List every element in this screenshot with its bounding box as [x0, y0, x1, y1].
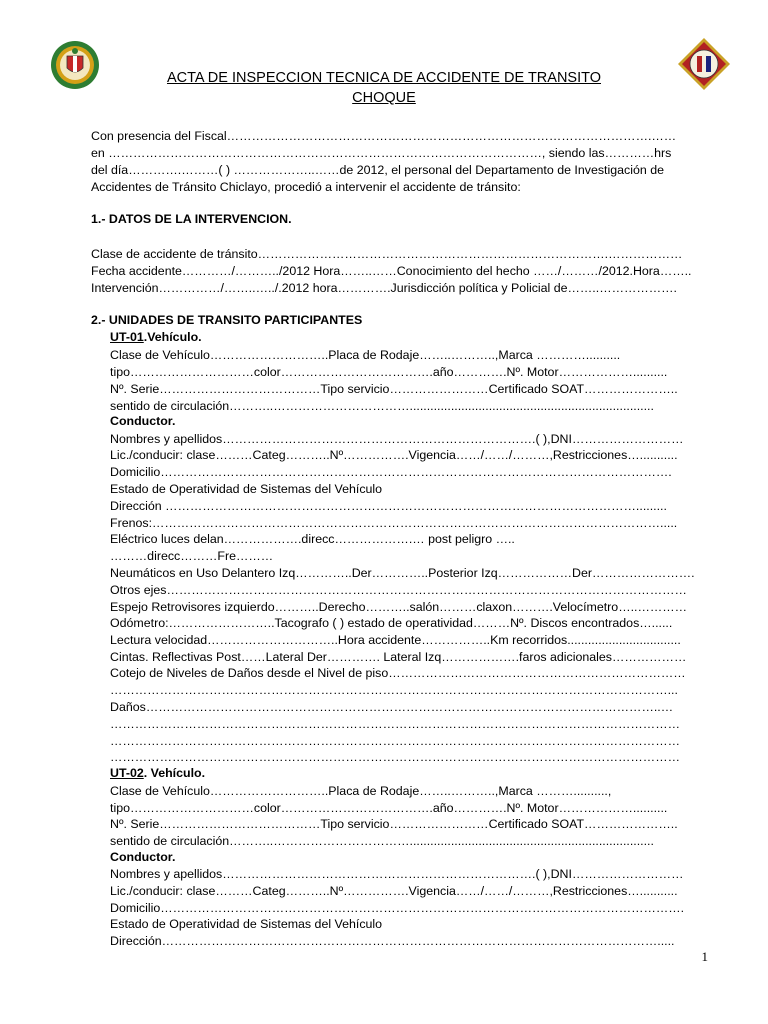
- ut-01-conductor-line: …………………………………………………………………………………………………………………………: [110, 734, 680, 748]
- section-1-heading: 1.- DATOS DE LA INTERVENCION.: [91, 212, 292, 226]
- ut-01-label: .Vehículo.: [143, 330, 202, 344]
- page-number: 1: [701, 949, 708, 964]
- section-2-heading: 2.- UNIDADES DE TRANSITO PARTICIPANTES: [91, 313, 363, 327]
- ut-02-vehicle-line: Clase de Vehículo………………………..Placa de Rodaje……..………..,Marca ………..........,: [110, 784, 612, 798]
- intro-line: Accidentes de Tránsito Chiclayo, procedió a intervenir el accidente de tránsito:: [91, 180, 521, 194]
- ut-02-vehicle-line: Nº. Serie…………………………………Tipo servicio……………………Certificado SOAT…………………..: [110, 817, 678, 831]
- document-subtitle: CHOQUE: [352, 90, 416, 106]
- ut-02-label: . Vehículo.: [143, 766, 206, 780]
- ut-01-conductor-heading: Conductor.: [110, 414, 176, 428]
- ut-01-vehicle-line: tipo…………………………color……………………………….año………….Nº. Motor………………..........: [110, 365, 668, 379]
- ut-01-conductor-line: ………direcc………Fre………: [110, 549, 274, 563]
- ut-02-heading: [110, 766, 205, 780]
- ut-01-conductor-line: Espejo Retrovisores izquierdo………..Derecho………..salón………claxon……….Velocímetro…..…………: [110, 600, 688, 614]
- ut-02-conductor-line: Nombres y apellidos………………………………………………………………….( ),DNI………………………: [110, 867, 684, 881]
- ut-01-conductor-line: …………………………………………………………………………………………………………………………: [110, 717, 680, 731]
- ut-01-conductor-line: Eléctrico luces delan……………….direcc……………….… post peligro …..: [110, 532, 515, 546]
- section-1-line: Clase de accidente de tránsito………………………………………………………………………….………………: [91, 247, 683, 261]
- ut-01-conductor-line: Cintas. Reflectivas Post……Lateral Der…………. Lateral Izq……………….faros adicionales………………: [110, 650, 687, 664]
- ut-01-conductor-line: Odómetro:……………………..Tacografo ( ) estado de operatividad………Nº. Discos encontrados…......: [110, 616, 673, 630]
- ut-02-conductor-line: Estado de Operatividad de Sistemas del Vehículo: [110, 917, 383, 931]
- ut-01-vehicle-line: sentido de circulación………..…………………………….......................................................................: [110, 399, 654, 413]
- ut-01-conductor-line: Nombres y apellidos………………………………………………………………….( ),DNI………………………: [110, 432, 684, 446]
- ut-02-conductor-line: Dirección………………………………………………………………………………………………………….....: [110, 934, 675, 948]
- intro-line: en ……………………………………………………………………………………………, siendo las…………hrs: [91, 146, 672, 160]
- ut-01-conductor-line: Otros ejes………………………………………………………………………………………………………………: [110, 583, 687, 597]
- ut-01-vehicle-line: Clase de Vehículo………………………..Placa de Rodaje……..………..,Marca …………..........: [110, 348, 621, 362]
- ut-02-vehicle-line: sentido de circulación………..…………………………….......................................................................: [110, 834, 654, 848]
- ut-01-conductor-line: Daños……………………………………………………………………………………………………………..…: [110, 700, 674, 714]
- ut-01-conductor-line: Frenos:…………………………………………………………………………………………………………….....: [110, 516, 678, 530]
- ut-02-conductor-line: Lic./conducir: clase………Categ………..Nº…………….Vigencia……/……/………,Restricciones…...........: [110, 884, 678, 898]
- ut-01-vehicle-line: Nº. Serie…………………………………Tipo servicio……………………Certificado SOAT…………………..: [110, 382, 678, 396]
- ut-01-conductor-line: Estado de Operatividad de Sistemas del Vehículo: [110, 482, 383, 496]
- ut-01-code: UT-01: [110, 330, 144, 344]
- ut-02-conductor-line: Domicilio……………………………………………………………………………………………………………….: [110, 901, 685, 915]
- ut-01-conductor-line: Neumáticos en Uso Delantero Izq…………..Der…………..Posterior Izq………………Der…………………….: [110, 566, 695, 580]
- ut-02-conductor-heading: Conductor.: [110, 850, 176, 864]
- section-1-line: Fecha accidente…………/………../2012 Hora……..……Conocimiento del hecho ……/………/2012.Hora……..: [91, 264, 692, 278]
- ut-02-code: UT-02: [110, 766, 144, 780]
- ut-01-conductor-line: Lic./conducir: clase………Categ………..Nº…………….Vigencia……/……/………,Restricciones…...........: [110, 448, 678, 462]
- ut-02-vehicle-line: tipo…………………………color……………………………….año………….Nº. Motor………………..........: [110, 801, 668, 815]
- ut-01-conductor-line: Cotejo de Niveles de Daños desde el Nivel de piso………………………………………………………………: [110, 666, 686, 680]
- intro-line: Con presencia del Fiscal………………………………………………………………………………………….……: [91, 129, 677, 143]
- ut-01-conductor-line: Lectura velocidad…………………………..Hora accidente……………..Km recorridos.................................: [110, 633, 681, 647]
- ut-01-conductor-line: Domicilio…………………………………………………………………………………………………………….: [110, 465, 672, 479]
- ut-01-conductor-line: ………………………………………………………………………………………………………………………...: [110, 683, 678, 697]
- ut-01-conductor-line: …………………………………………………………………………………………………………………………: [110, 750, 680, 764]
- document-title: ACTA DE INSPECCION TECNICA DE ACCIDENTE DE TRANSITO: [166, 70, 601, 86]
- ut-01-heading: [110, 330, 202, 344]
- section-1-line: Intervención……………/……..…../.2012 hora………….Jurisdicción política y Policial de……..……………….: [91, 281, 677, 295]
- intro-line: del día………….………( ) ………………..……de 2012, el personal del Departamento de Investigación de: [91, 163, 664, 177]
- ut-01-conductor-line: Dirección …………………………………………………………………………………………………….........: [110, 499, 667, 513]
